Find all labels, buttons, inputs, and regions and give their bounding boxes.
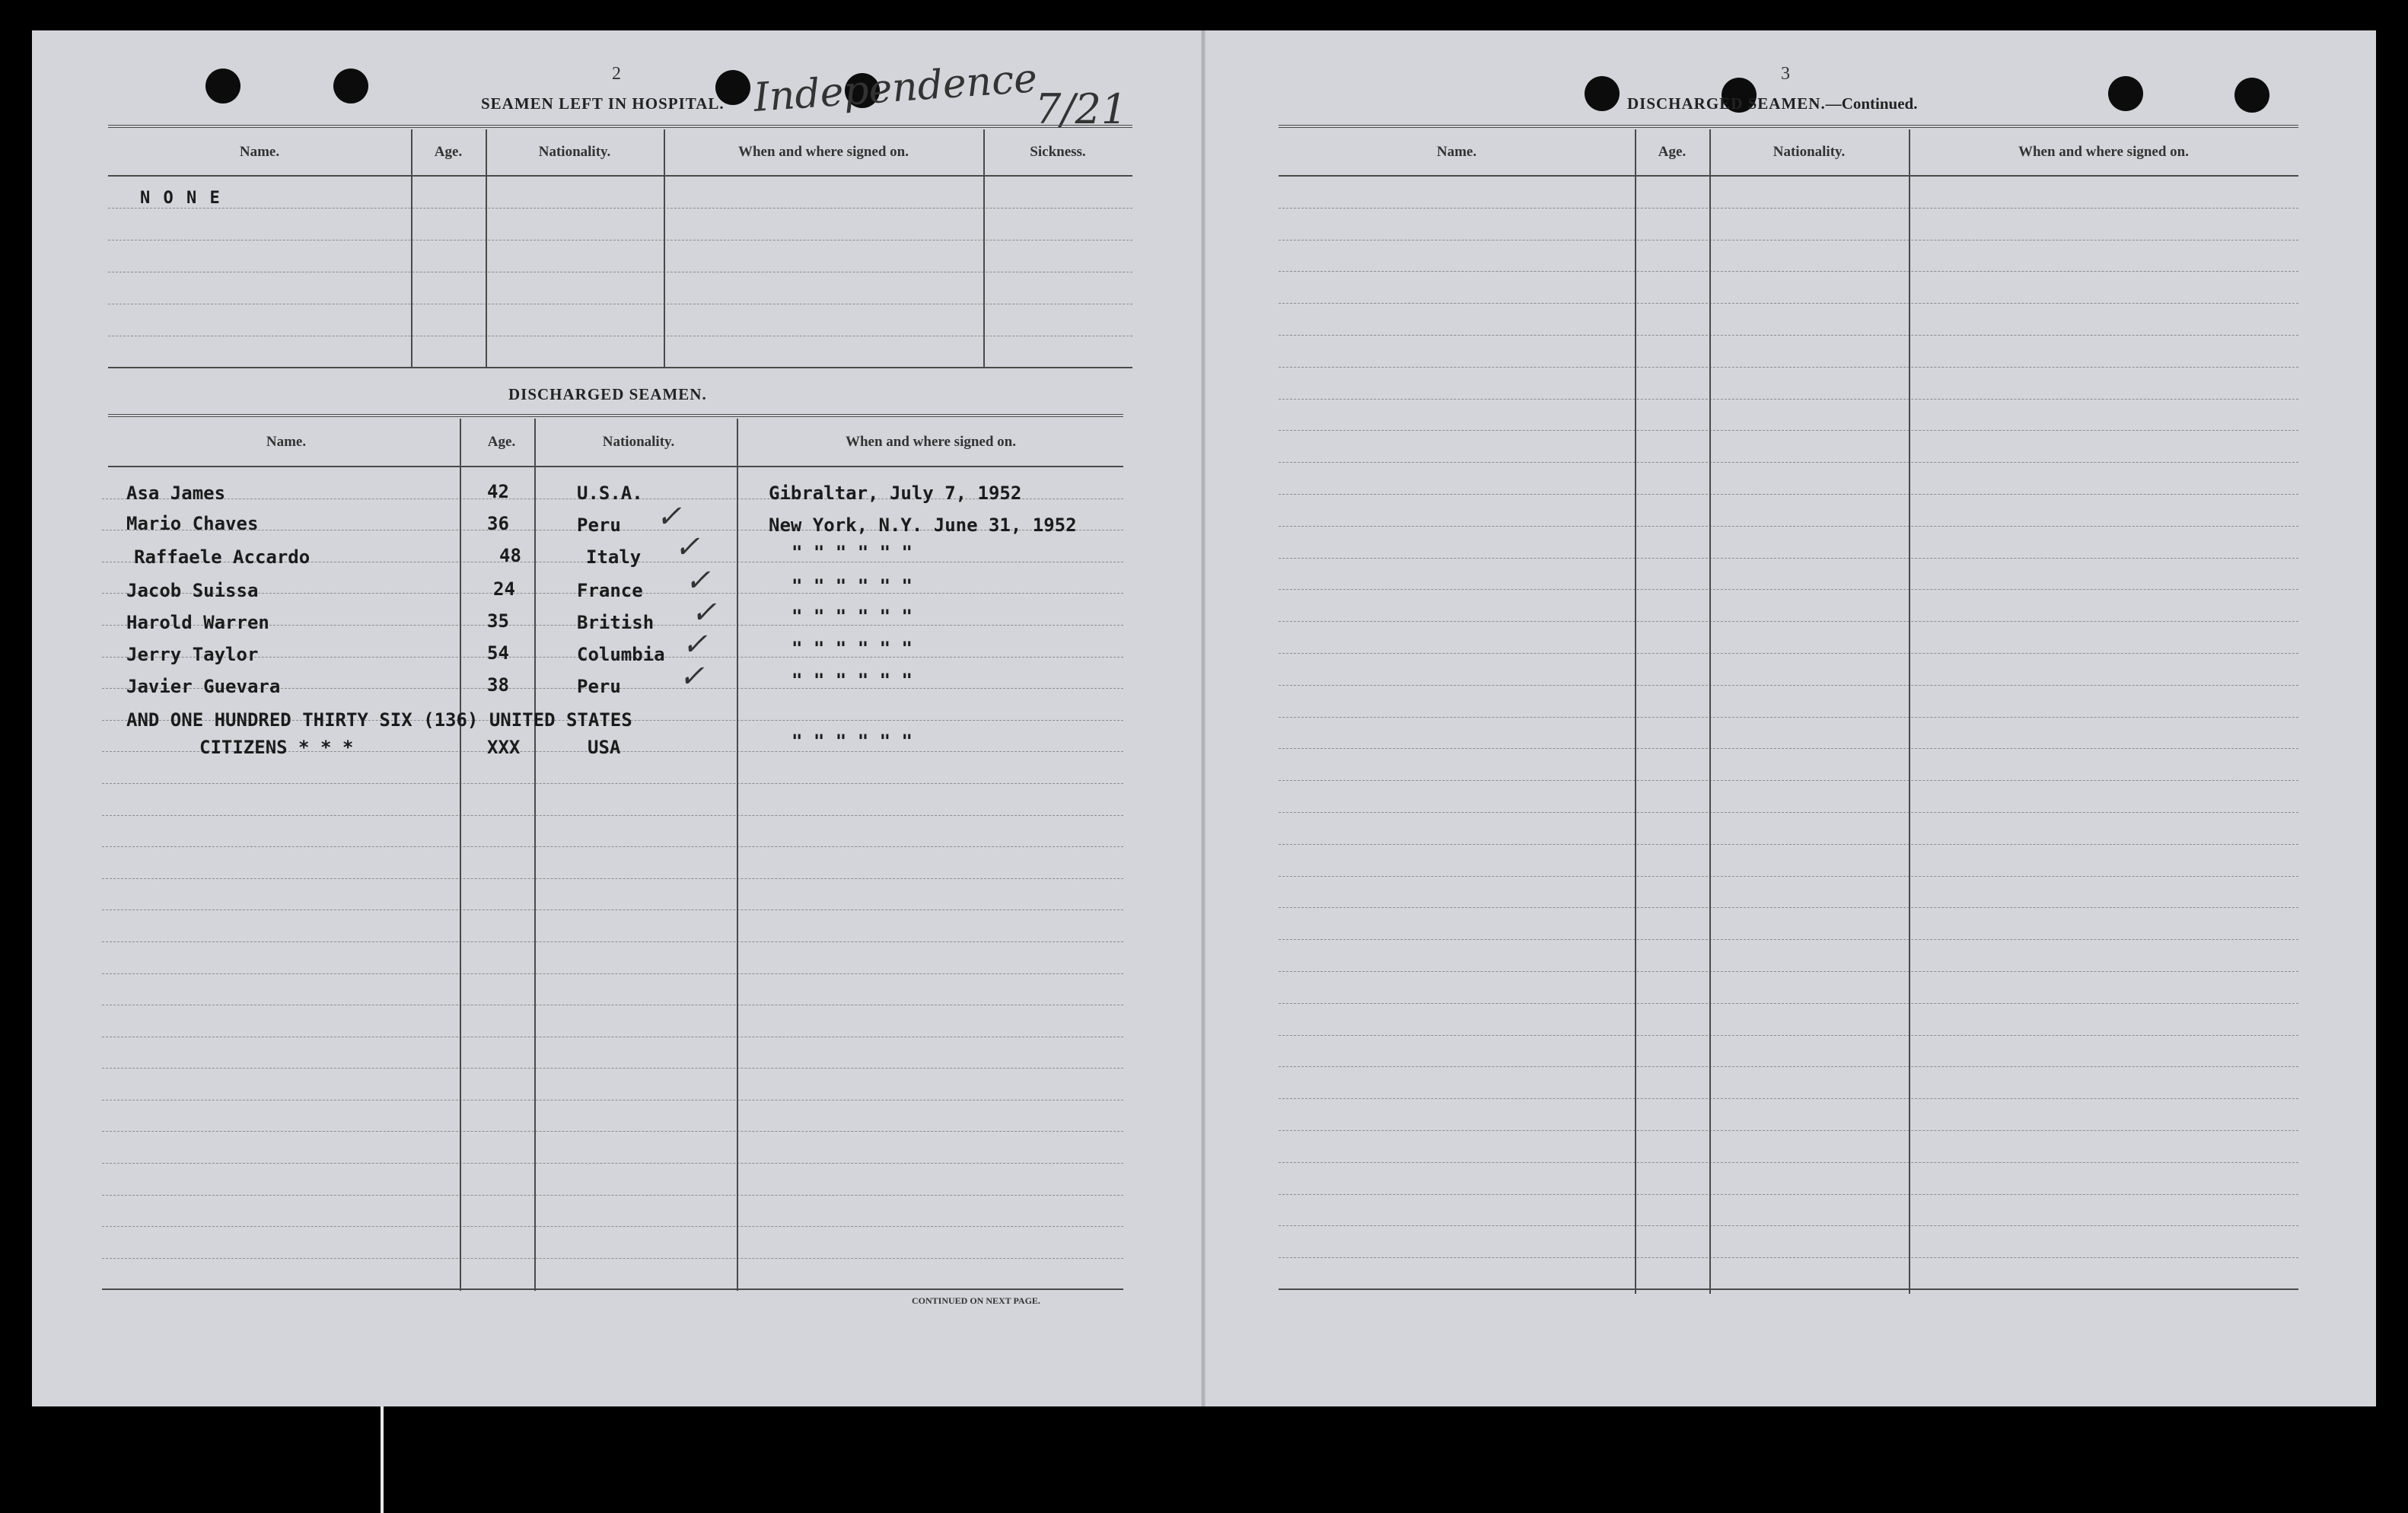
- table-row: [1279, 272, 2298, 304]
- header-signed-on: When and where signed on.: [845, 434, 1016, 450]
- table-row: [1279, 1004, 2298, 1036]
- table-row: [1279, 559, 2298, 591]
- hospital-section-title: SEAMEN LEFT IN HOSPITAL.: [481, 94, 725, 113]
- check-mark: ✓: [691, 595, 717, 630]
- column-divider: [486, 129, 487, 368]
- table-row: [102, 1196, 1123, 1228]
- table-row: [1279, 1131, 2298, 1163]
- handwritten-date: 7/21: [1035, 85, 1128, 133]
- seaman-nationality: U.S.A.: [577, 483, 643, 504]
- table-row: [1279, 304, 2298, 336]
- seaman-signed-on: " " " " " ": [792, 575, 913, 597]
- continued-note: CONTINUED ON NEXT PAGE.: [912, 1295, 1040, 1306]
- table-row: [1279, 495, 2298, 527]
- seaman-signed-on: Gibraltar, July 7, 1952: [769, 483, 1022, 504]
- hospital-table-rows: [108, 177, 1132, 368]
- seaman-name: Asa James: [126, 483, 226, 504]
- table-row: [102, 847, 1123, 879]
- header-nationality: Nationality.: [1773, 144, 1846, 160]
- table-row: [108, 240, 1132, 272]
- seaman-signed-on: " " " " " ": [792, 606, 913, 627]
- table-row: [102, 1101, 1123, 1132]
- discharged-table-header: [108, 419, 1123, 467]
- seaman-name: Raffaele Accardo: [134, 546, 311, 568]
- column-divider: [1709, 129, 1711, 1294]
- table-row: [1279, 209, 2298, 240]
- summary-line: CITIZENS * * *: [199, 737, 354, 758]
- seaman-age: 38: [487, 674, 509, 696]
- header-age: Age.: [434, 144, 463, 160]
- seaman-age: 36: [487, 513, 509, 534]
- punch-hole: [1585, 76, 1620, 111]
- header-name: Name.: [239, 144, 280, 160]
- table-row: [1279, 1036, 2298, 1068]
- table-row: [102, 816, 1123, 848]
- table-row: [102, 1037, 1123, 1069]
- seaman-signed-on: " " " " " ": [792, 542, 913, 563]
- seaman-age: 24: [493, 578, 515, 600]
- table-row: [102, 1227, 1123, 1259]
- table-row: [1279, 781, 2298, 813]
- summary-signed-on: " " " " " ": [792, 731, 913, 752]
- table-row: [1279, 718, 2298, 750]
- table-row: [102, 910, 1123, 942]
- table-row: [108, 272, 1132, 304]
- hospital-table-top-rule: [108, 125, 1132, 128]
- table-row: [108, 336, 1132, 368]
- table-row: [1279, 590, 2298, 622]
- seaman-nationality: France: [577, 580, 643, 601]
- seaman-nationality: Columbia: [577, 644, 665, 665]
- check-mark: ✓: [682, 627, 708, 662]
- punch-hole: [2234, 78, 2269, 113]
- column-divider: [983, 129, 985, 368]
- page-number-right: 3: [1781, 64, 1790, 84]
- seaman-age: 35: [487, 610, 509, 632]
- summary-age: XXX: [487, 737, 521, 758]
- table-row: [1279, 400, 2298, 432]
- seaman-name: Harold Warren: [126, 612, 269, 633]
- table-row: [1279, 622, 2298, 654]
- table-row: [1279, 908, 2298, 940]
- table-row: [1279, 1099, 2298, 1131]
- seaman-name: Mario Chaves: [126, 513, 259, 534]
- column-divider: [460, 419, 461, 1291]
- right-table-rows: [1279, 177, 2298, 1290]
- punch-hole: [333, 68, 368, 104]
- header-signed-on: When and where signed on.: [2018, 144, 2189, 160]
- column-divider: [737, 419, 738, 1291]
- header-nationality: Nationality.: [538, 144, 611, 160]
- seaman-nationality: Peru: [577, 676, 621, 697]
- check-mark: ✓: [656, 499, 682, 534]
- table-row: [102, 974, 1123, 1006]
- table-row: [108, 209, 1132, 240]
- column-divider: [534, 419, 536, 1291]
- right-table-header: [1279, 129, 2298, 177]
- hospital-none-entry: N O N E: [140, 189, 221, 208]
- discharged-continued-title: [1627, 94, 1917, 113]
- table-row: [1279, 686, 2298, 718]
- header-sickness: Sickness.: [1030, 144, 1086, 160]
- column-divider: [411, 129, 412, 368]
- table-row: [1279, 240, 2298, 272]
- check-mark: ✓: [685, 563, 711, 598]
- check-mark: ✓: [679, 659, 705, 694]
- table-row: [1279, 527, 2298, 559]
- right-table-top-rule: [1279, 125, 2298, 128]
- table-row: [102, 784, 1123, 816]
- header-signed-on: When and where signed on.: [737, 144, 909, 160]
- table-row: [102, 1259, 1123, 1291]
- seaman-signed-on: New York, N.Y. June 31, 1952: [769, 514, 1077, 536]
- column-divider: [1635, 129, 1636, 1294]
- seaman-age: 48: [499, 545, 521, 566]
- check-mark: ✓: [674, 530, 700, 565]
- table-row: [102, 879, 1123, 911]
- seaman-age: 54: [487, 642, 509, 664]
- film-scratch: [381, 1406, 384, 1513]
- table-row: [1279, 877, 2298, 909]
- punch-hole: [205, 68, 240, 104]
- table-row: [102, 1069, 1123, 1101]
- summary-line: AND ONE HUNDRED THIRTY SIX (136) UNITED STATES: [126, 709, 632, 731]
- table-row: [1279, 972, 2298, 1004]
- table-row: [1279, 1226, 2298, 1258]
- table-row: [1279, 940, 2298, 972]
- column-divider: [664, 129, 665, 368]
- seaman-nationality: Peru: [577, 514, 621, 536]
- table-row: [1279, 336, 2298, 368]
- column-divider: [1909, 129, 1910, 1294]
- seaman-nationality: Italy: [586, 546, 642, 568]
- header-nationality: Nationality.: [602, 434, 675, 450]
- table-row: [1279, 813, 2298, 845]
- header-name: Name.: [1436, 144, 1477, 160]
- seaman-name: Jacob Suissa: [126, 580, 259, 601]
- table-row: [1279, 845, 2298, 877]
- table-row: [108, 304, 1132, 336]
- table-row: [1279, 1067, 2298, 1099]
- table-row: [1279, 654, 2298, 686]
- discharged-section-title: DISCHARGED SEAMEN.: [508, 385, 707, 403]
- discharged-table-top-rule: [108, 414, 1123, 417]
- caption-sub: —Continued.: [1825, 94, 1918, 113]
- table-row: [102, 1005, 1123, 1037]
- table-row: [1279, 749, 2298, 781]
- table-row: [1279, 1258, 2298, 1290]
- seaman-age: 42: [487, 481, 509, 502]
- table-row: [1279, 431, 2298, 463]
- header-age: Age.: [487, 434, 516, 450]
- table-row: [1279, 177, 2298, 209]
- handwritten-vessel-note: Independence: [752, 56, 1039, 121]
- seaman-signed-on: " " " " " ": [792, 670, 913, 691]
- page-number-left: 2: [612, 64, 621, 84]
- table-row: [1279, 368, 2298, 400]
- table-row: [102, 942, 1123, 974]
- table-row: [1279, 1195, 2298, 1227]
- seaman-signed-on: " " " " " ": [792, 638, 913, 659]
- table-row: [108, 177, 1132, 209]
- table-row: [1279, 463, 2298, 495]
- seaman-name: Jerry Taylor: [126, 644, 259, 665]
- table-row: [102, 1164, 1123, 1196]
- punch-hole: [2108, 76, 2143, 111]
- caption-main: DISCHARGED SEAMEN.: [1627, 94, 1826, 113]
- table-row: [1279, 1163, 2298, 1195]
- page-fold: [1201, 30, 1206, 1406]
- header-name: Name.: [266, 434, 307, 450]
- summary-nationality: USA: [588, 737, 621, 758]
- seaman-name: Javier Guevara: [126, 676, 281, 697]
- header-age: Age.: [1658, 144, 1687, 160]
- seaman-nationality: British: [577, 612, 655, 633]
- hospital-table-header: [108, 129, 1132, 177]
- table-row: [102, 1132, 1123, 1164]
